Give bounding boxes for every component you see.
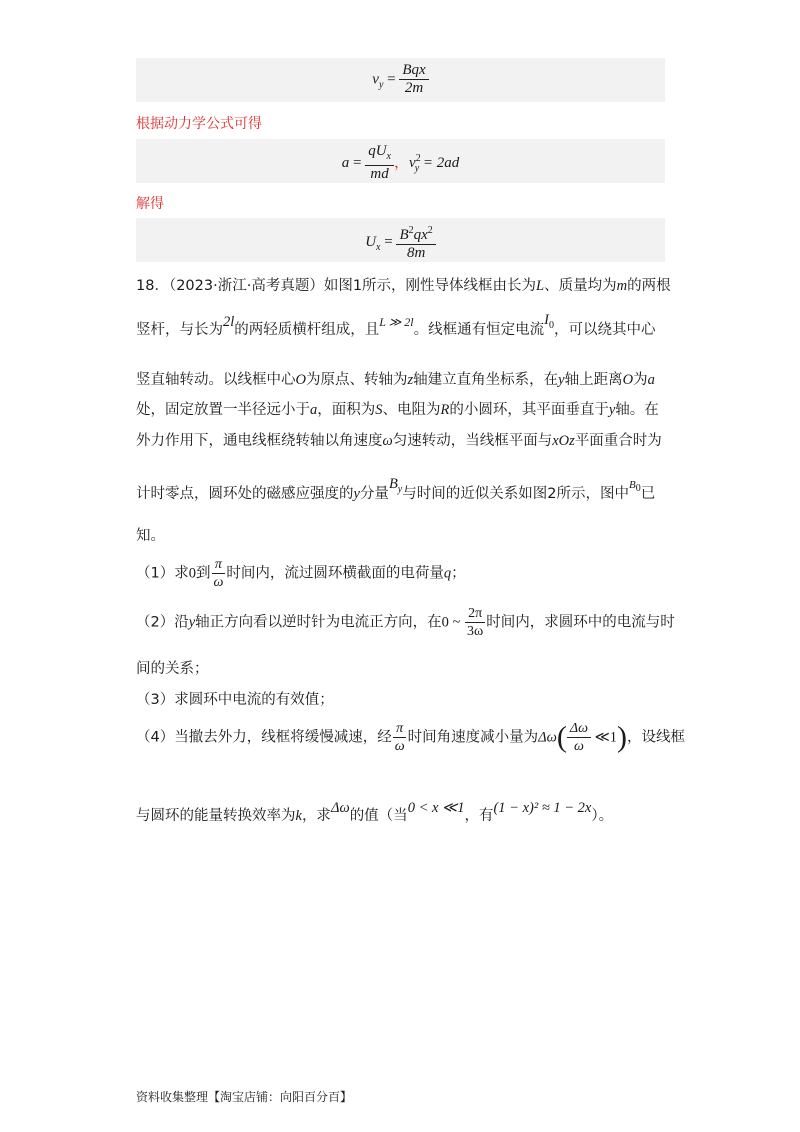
q18-line-3: 竖直轴转动。以线框中心O为原点、转轴为z轴建立直角坐标系，在y轴上距离O为a <box>136 372 655 388</box>
fraction: $\frac{\Delta\omega}{\omega}$ <box>567 720 591 755</box>
q18-line-2: 竖杆，与长为2l的两轻质横杆组成，且$^{L ≫ 2l}$。线框通有恒定电流$I_0$，可以绕其中心 <box>136 312 656 338</box>
subquestion-1: （1）求0到 $\frac{\pi}{\omega}$ 时间内，流过圆环横截面的电荷量q； <box>136 557 466 590</box>
fraction: $\frac{qU_x}{md}$ <box>365 143 394 183</box>
q18-line-5: 外力作用下，通电线框绕转轴以角速度ω匀速转动，当线框平面与xOz平面重合时为 <box>136 433 662 449</box>
footer-source: 资料收集整理【淘宝店铺：向阳百分百】 <box>136 1090 353 1104</box>
explanation-red-2: 解得 <box>136 196 164 212</box>
fraction: $\frac{\pi}{\omega}$ <box>213 557 224 590</box>
formula-box-acceleration <box>136 139 665 183</box>
formula-Ux: $U_x$ = $\frac{B^2qx^2}{8m}$ <box>136 222 665 262</box>
subquestion-3: （3）求圆环中电流的有效值； <box>136 692 334 708</box>
formula-acceleration: a = $\frac{qU_x}{md}$ ，$v^2_y = 2ad$ <box>341 143 460 182</box>
fraction: $\frac{B^2qx^2}{8m}$ <box>396 222 435 262</box>
fraction: $\frac{\text{Bqx}}{2m}$ <box>399 62 428 97</box>
q18-line-6: 计时零点，圆环处的磁感应强度的y分量$B_y$与时间的近似关系如图2所示，图中$^{B_0}$已 <box>136 476 656 502</box>
fraction: $\frac{2\pi}{3\omega}$ <box>467 606 484 639</box>
fraction: $\frac{\pi}{\omega}$ <box>394 721 405 754</box>
subquestion-2: （2）沿y轴正方向看以逆时针为电流正方向，在0 ~ $\frac{2\pi}{3\omega}$ 时间内，求圆环中的电流与时 <box>136 606 675 639</box>
formula-box-Ux <box>136 218 665 262</box>
explanation-red-1: 根据动力学公式可得 <box>136 116 262 132</box>
q18-line-1: 18．（2023·浙江·高考真题）如图1所示，刚性导体线框由长为L、质量均为m的两根 <box>136 278 671 294</box>
subquestion-4: （4）当撤去外力，线框将缓慢减速，经 $\frac{\pi}{\omega}$ 时间角速度减小量为Δω( $\frac{\Delta\omega}{\omega}$ ≪1)，设线框 <box>136 720 686 754</box>
q18-line-7: 知。 <box>136 528 165 544</box>
q18-line-4: 处，固定放置一半径远小于a，面积为S、电阻为R的小圆环，其平面垂直于y轴。在 <box>136 402 659 418</box>
subquestion-2-cont: 间的关系； <box>136 661 209 677</box>
formula-box-vy <box>136 58 665 102</box>
formula-vy: $v_y$ = $\frac{\text{Bqx}}{2m}$ <box>136 62 665 97</box>
subquestion-4-cont: 与圆环的能量转换效率为k，求Δω的值（当0 < x ≪1，有(1 − x)² ≈ 1 − 2x）。 <box>136 800 614 824</box>
